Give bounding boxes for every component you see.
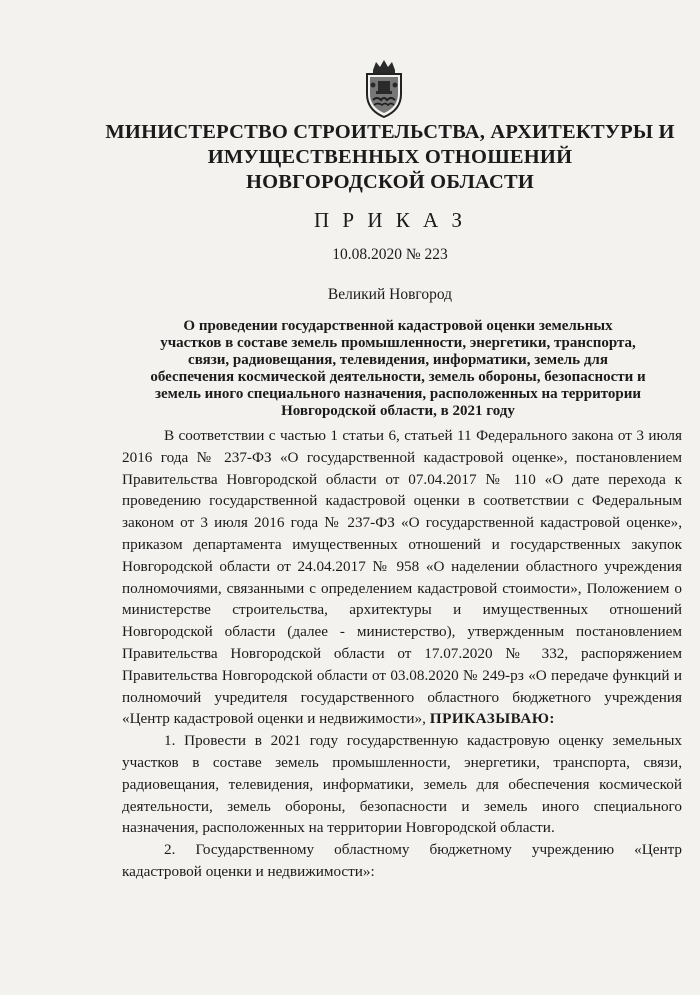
city-name: Великий Новгород: [327, 286, 453, 303]
preamble-paragraph: [122, 425, 682, 730]
order-body: [122, 425, 682, 883]
subject-line-3: связи, радиовещания, телевидения, информатики, земель для: [188, 352, 608, 368]
clause-1: 1. Провести в 2021 году государственную кадастровую оценку земельных участков в составе земель промышленности, энергетики, транспорта, связи, радиовещания, телевидения, информатики, земель для обеспечения космической деятельности, земель обороны, безопасности и земель иного специального назначения, расположенных на территории Новгородской области.: [122, 732, 682, 837]
ministry-line-2: ИМУЩЕСТВЕННЫХ ОТНОШЕНИЙ: [207, 146, 573, 168]
order-subject: [118, 318, 678, 420]
order-keyword: ПРИКАЗЫВАЮ:: [429, 710, 555, 728]
order-title: П Р И К А З: [314, 208, 466, 232]
ministry-name: [100, 120, 680, 195]
subject-line-2: участков в составе земель промышленности, энергетики, транспорта,: [160, 335, 636, 351]
subject-line-4: обеспечения космической деятельности, земель обороны, безопасности и: [150, 369, 646, 385]
ministry-line-1: МИНИСТЕРСТВО СТРОИТЕЛЬСТВА, АРХИТЕКТУРЫ И: [105, 121, 675, 143]
subject-line-6: Новгородской области, в 2021 году: [281, 403, 515, 419]
subject-line-1: О проведении государственной кадастровой оценки земельных: [183, 318, 613, 334]
ministry-line-3: НОВГОРОДСКОЙ ОБЛАСТИ: [245, 171, 535, 193]
clause-2: 2. Государственному областному бюджетному учреждению «Центр кадастровой оценки и недвижимости»:: [122, 841, 682, 880]
coat-of-arms-icon: [361, 58, 407, 120]
order-date-number: 10.08.2020 № 223: [332, 246, 448, 263]
preamble-text: В соответствии с частью 1 статьи 6, статьей 11 Федерального закона от 3 июля 2016 года № 237-ФЗ «О государственной кадастровой оценке», постановлением Правительства Новгородской области от 07.04.2017 № 110 «О дате перехода к проведению государственной кадастровой оценки в соответствии с Федеральным законом от 3 июля 2016 года № 237-ФЗ «О государственной кадастровой оценке», приказом департамента имущественных отношений и государственных закупок Новгородской области от 24.04.2017 № 958 «О наделении областного учреждения полномочиями, связанными с определением кадастровой стоимости», Положением о министерстве строительства, архитектуры и имущественных отношений Новгородской области (далее - министерство), утвержденным постановлением Правительства Новгородской области от 17.07.2020 № 332, распоряжением Правительства Новгородской области от 03.08.2020 № 249-рз «О передаче функций и полномочий учредителя государственного областного бюджетного учреждения «Центр кадастровой оценки и недвижимости»,: [122, 427, 682, 728]
subject-line-5: земель иного специального назначения, расположенных на территории: [154, 386, 642, 402]
